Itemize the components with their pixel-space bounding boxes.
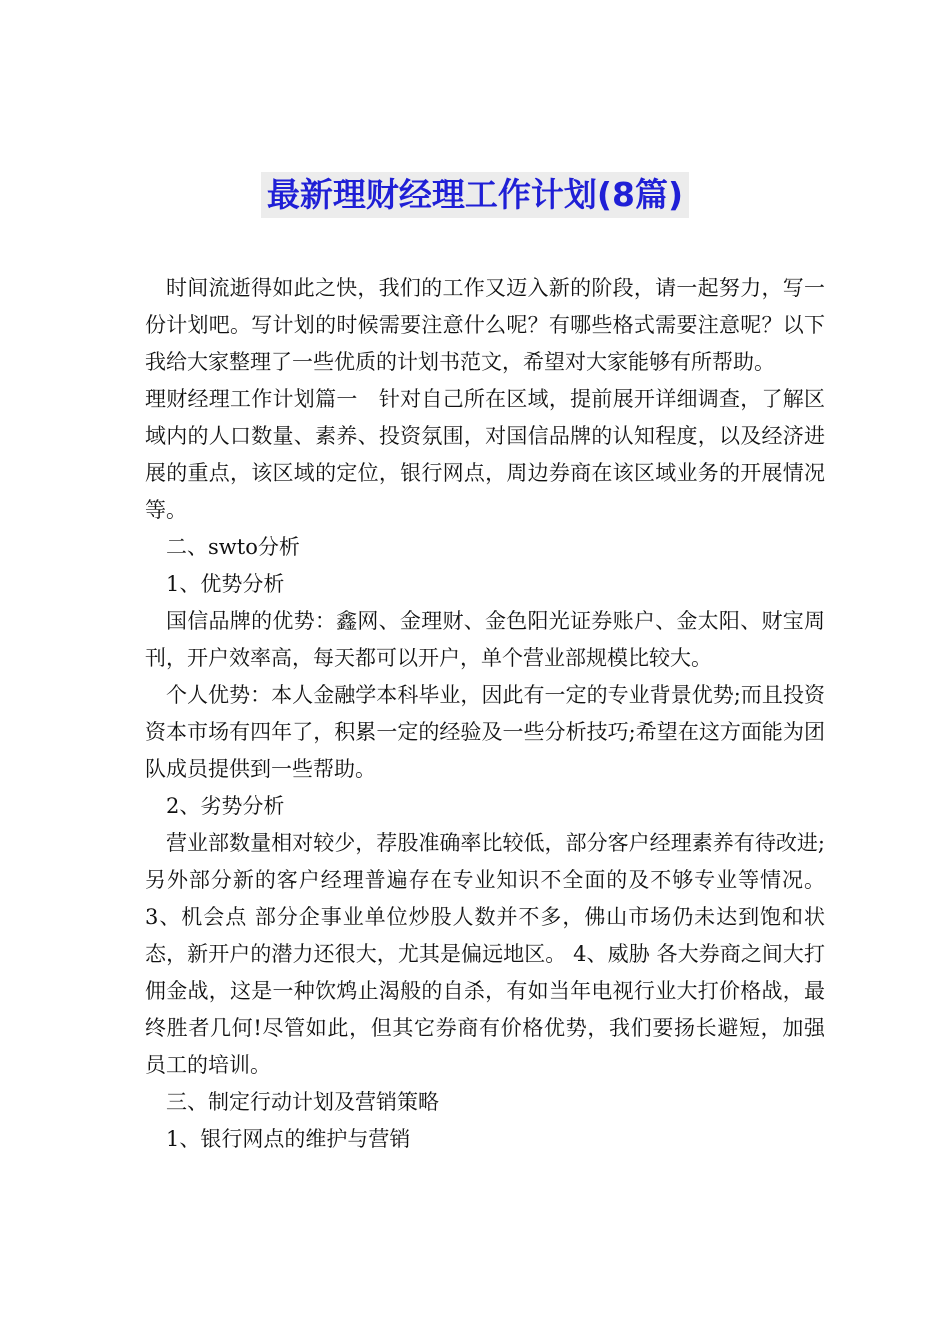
paragraph-personal-strengths: 个人优势：本人金融学本科毕业，因此有一定的专业背景优势;而且投资资本市场有四年了，积累一定的经验及一些分析技巧;希望在这方面能为团队成员提供到一些帮助。 xyxy=(145,683,825,781)
section-heading-action-plan: 三、制定行动计划及营销策略 xyxy=(166,1090,439,1114)
paragraph-intro: 时间流逝得如此之快，我们的工作又迈入新的阶段，请一起努力，写一份计划吧。写计划的时候需要注意什么呢？有哪些格式需要注意呢？以下我给大家整理了一些优质的计划书范文，希望对大家能够有所帮助。 xyxy=(145,276,825,374)
title-container xyxy=(0,172,950,218)
section-heading-swot: 二、swto分析 xyxy=(166,535,300,559)
paragraph-weaknesses: 营业部数量相对较少，荐股准确率比较低，部分客户经理素养有待改进;另外部分新的客户经理普遍存在专业知识不全面的及不够专业等情况。 3、机会点 部分企事业单位炒股人数并不多，佛山市场仍未达到饱和状态，新开户的潜力还很大，尤其是偏远地区。 4、威胁 各大券商之间大打佣金战，这是一种饮鸩止渴般的自杀，有如当年电视行业大打价格战，最终胜者几何!尽管如此，但其它券商有价格优势，我们要扬长避短，加强员工的培训。 xyxy=(145,831,825,1077)
subheading-weaknesses: 2、劣势分析 xyxy=(166,794,285,818)
subheading-strengths: 1、优势分析 xyxy=(166,572,285,596)
document-body xyxy=(145,270,825,1158)
document-title: 最新理财经理工作计划(8篇) xyxy=(261,172,689,218)
paragraph-brand-strengths: 国信品牌的优势：鑫网、金理财、金色阳光证券账户、金太阳、财宝周刊，开户效率高，每天都可以开户，单个营业部规模比较大。 xyxy=(145,609,825,670)
paragraph-plan-1: 理财经理工作计划篇一 针对自己所在区域，提前展开详细调查，了解区域内的人口数量、素养、投资氛围，对国信品牌的认知程度，以及经济进展的重点，该区域的定位，银行网点，周边券商在该区域业务的开展情况等。 xyxy=(145,387,825,522)
subheading-bank-outlets: 1、银行网点的维护与营销 xyxy=(166,1127,411,1151)
